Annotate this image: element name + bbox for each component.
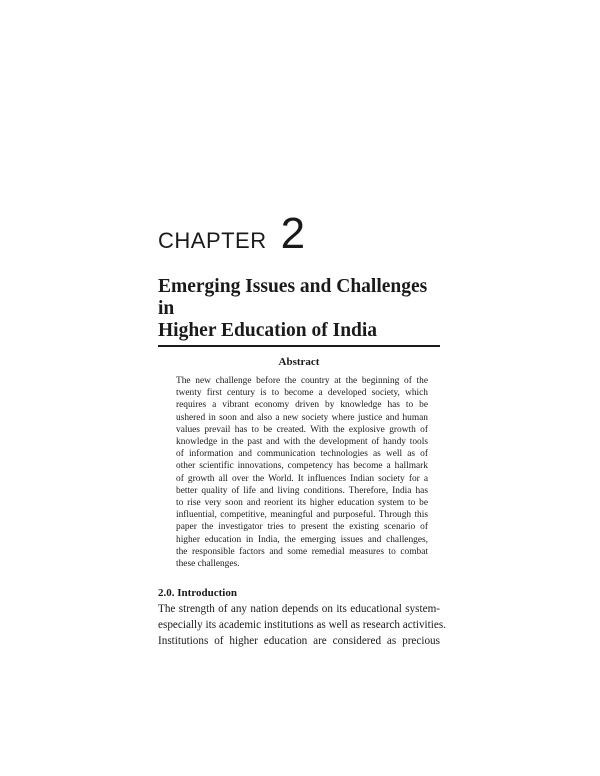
abstract-line: paper the investigator tries to present the existing scenario of	[176, 522, 428, 533]
abstract-line: requires a vibrant economy driven by knowledge has to be	[176, 400, 428, 411]
abstract-line: other scientific innovations, competency has become a hallmark	[176, 461, 428, 472]
abstract-line: these challenges.	[176, 559, 240, 570]
abstract-line: twenty first century is to become a developed society, which	[176, 388, 428, 399]
chapter-label: CHAPTER	[158, 228, 267, 253]
chapter-heading	[158, 209, 306, 258]
chapter-title-line: Higher Education of India	[158, 320, 378, 341]
abstract-line: The new challenge before the country at the beginning of the	[176, 376, 428, 386]
abstract-line: values prevail has to be created. With the explosive growth of	[176, 424, 428, 435]
chapter-title-line: Emerging Issues and Challenges in	[158, 276, 428, 319]
abstract-line: knowledge in the past and with the development of handy tools	[176, 437, 428, 448]
abstract-line: better quality of life and living conditions. Therefore, India has	[176, 485, 428, 496]
introduction-line: Institutions of higher education are considered as precious	[158, 635, 440, 647]
abstract-line: higher education in India, the emerging issues and challenges,	[176, 534, 428, 545]
abstract-line: of information and communication technologies as well as of	[176, 449, 428, 460]
abstract-heading: Abstract	[278, 356, 320, 368]
abstract-line: to rise very soon and reorient its higher education system to be	[176, 498, 428, 509]
chapter-title	[158, 276, 440, 347]
abstract-body	[176, 375, 428, 570]
introduction-body	[158, 601, 446, 649]
introduction-line: The strength of any nation depends on its educational system-	[158, 603, 440, 615]
introduction-line: especially its academic institutions as well as research activities.	[158, 619, 446, 631]
abstract-line: ushered in soon and also a new society where justice and human	[176, 412, 428, 423]
abstract-line: influential, competitive, meaningful and purposeful. Through this	[176, 510, 428, 521]
chapter-number: 2	[280, 209, 306, 258]
section-heading-introduction: 2.0. Introduction	[158, 587, 237, 599]
abstract-line: of growth all over the World. It influences Indian society for a	[176, 473, 428, 484]
abstract-line: the responsible factors and some remedial measures to combat	[176, 546, 428, 557]
